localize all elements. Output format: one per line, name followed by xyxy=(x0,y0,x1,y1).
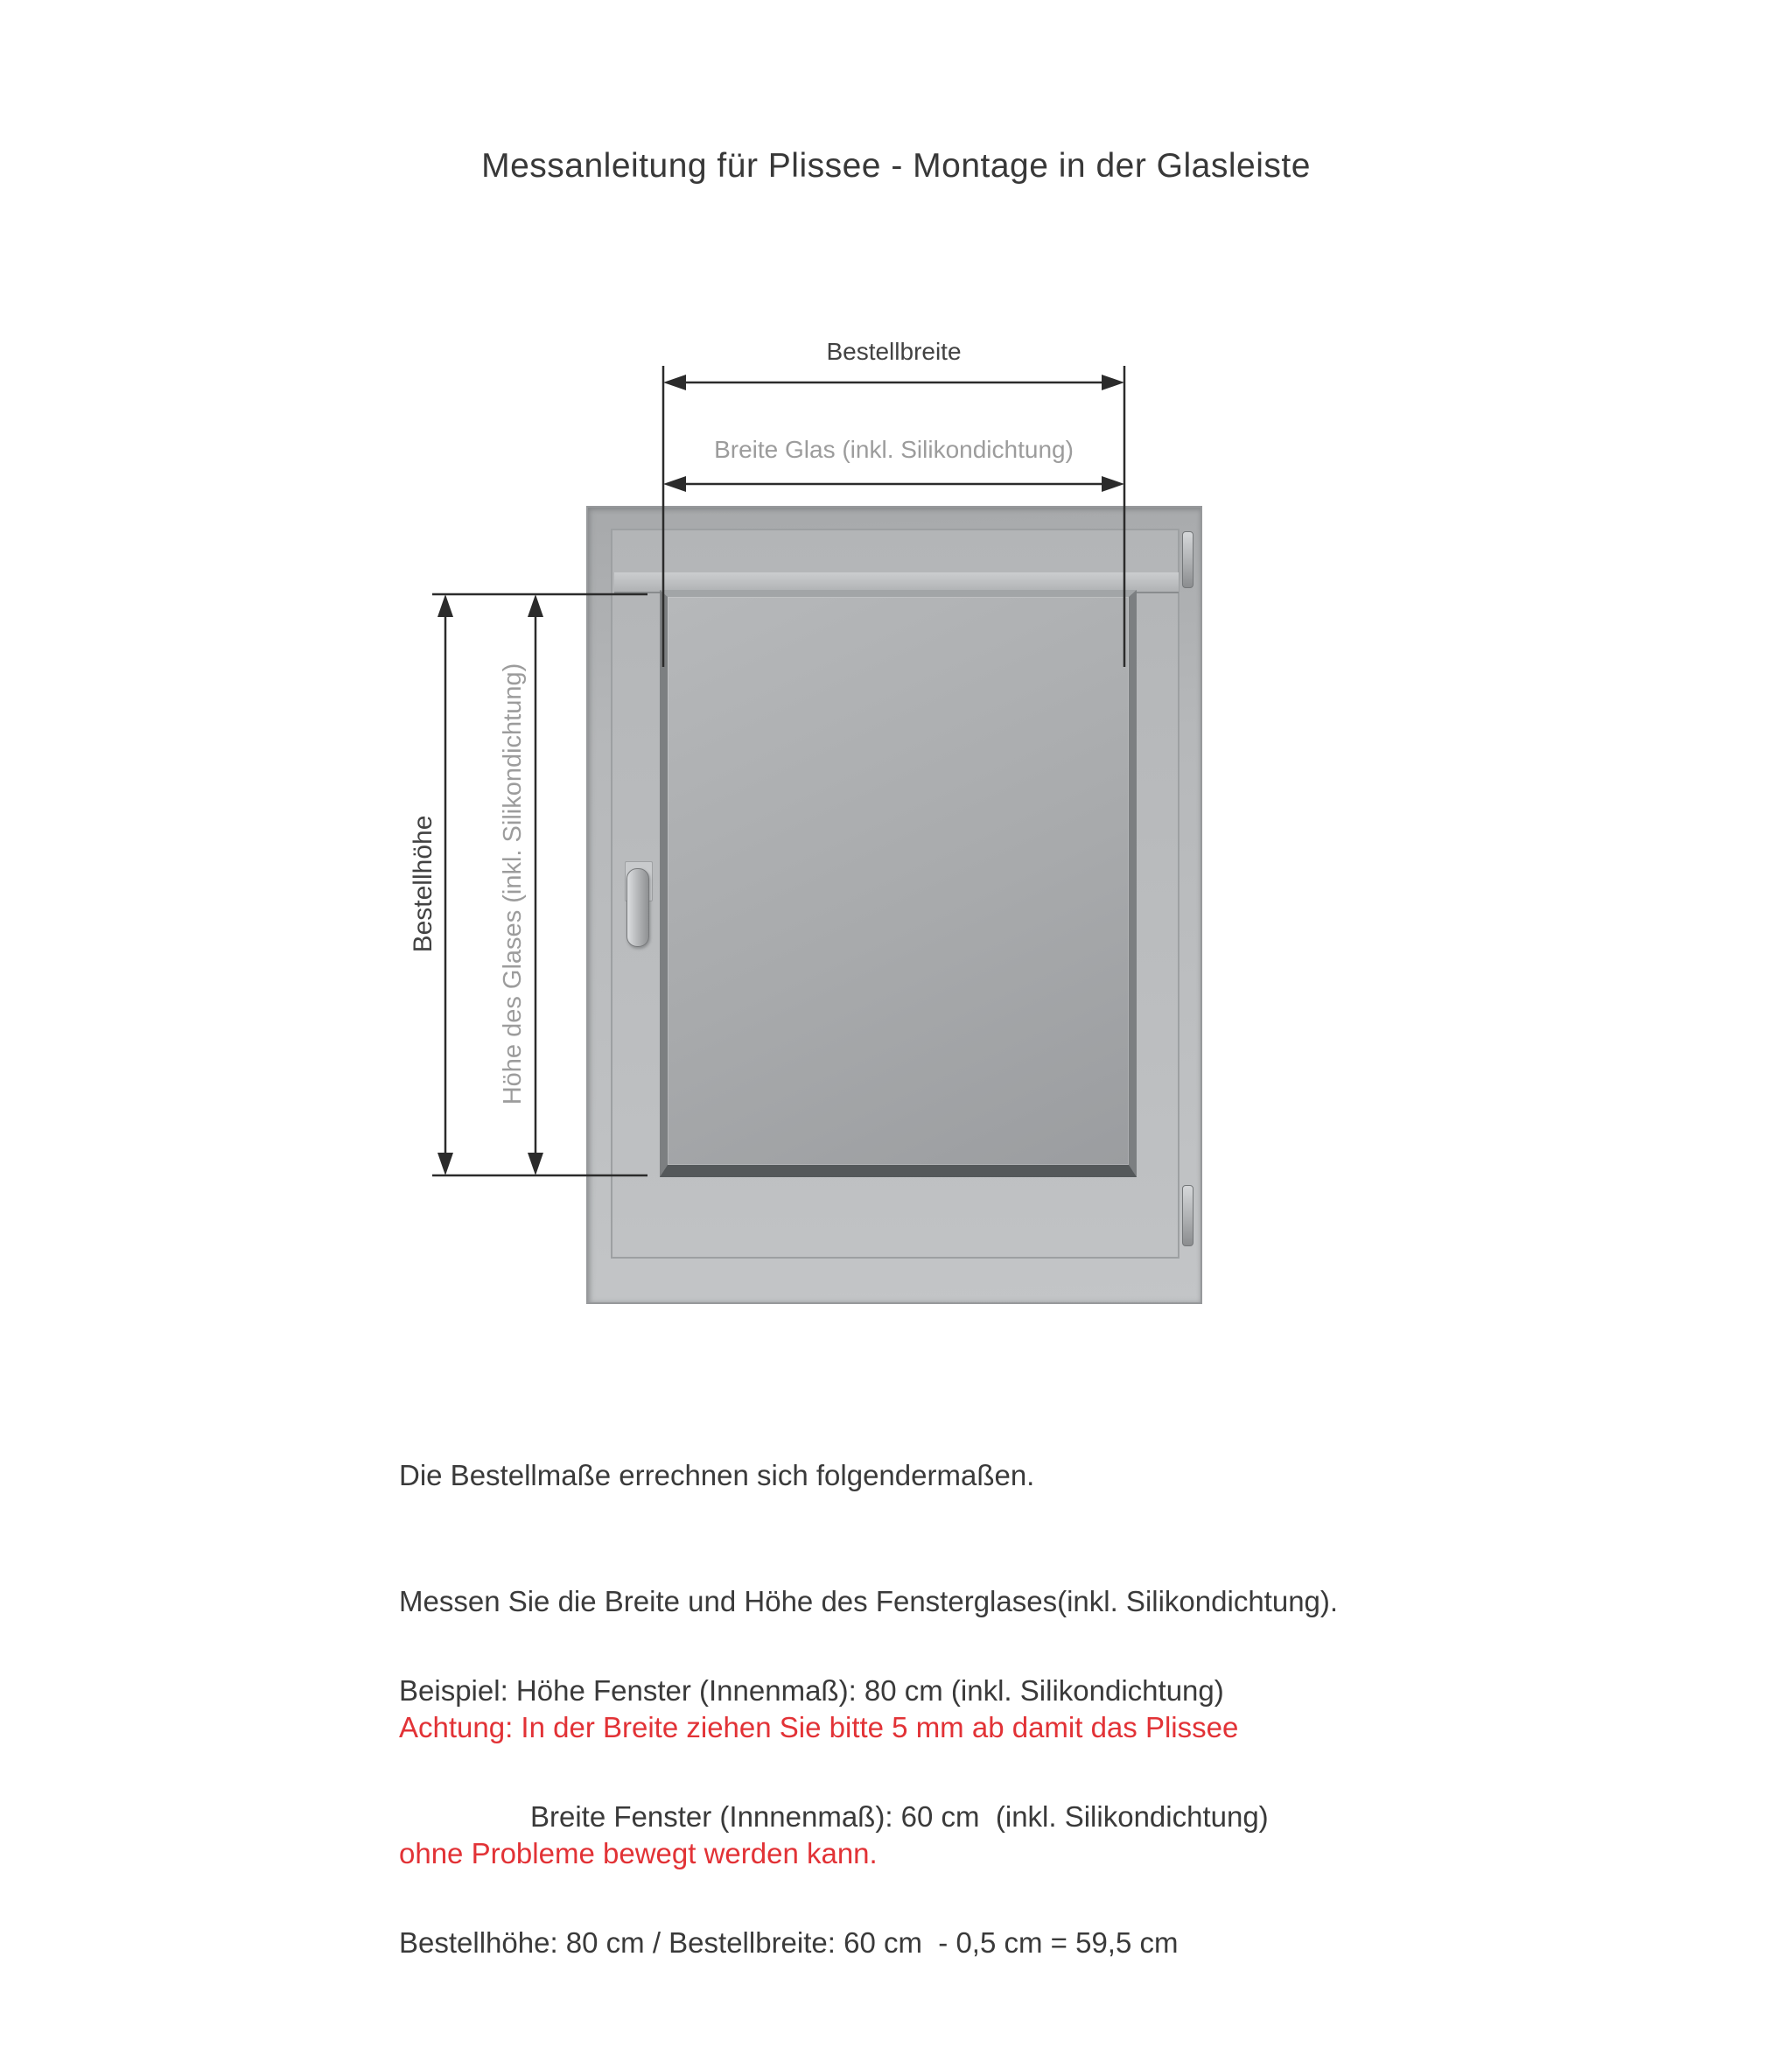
example-line-3: Bestellhöhe: 80 cm / Bestellbreite: 60 cm - 0,5 cm = 59,5 cm xyxy=(399,1926,1179,1959)
warning-line-1: Achtung: In der Breite ziehen Sie bitte 5 mm ab damit das Plissee xyxy=(399,1711,1239,1743)
arrowhead-up-icon xyxy=(528,594,543,617)
arrowhead-left-icon xyxy=(663,375,686,390)
example-line-2: Breite Fenster (Innnenmaß): 60 cm (inkl. Silikondichtung) xyxy=(530,1800,1269,1833)
arrowhead-right-icon xyxy=(1102,375,1124,390)
arrowhead-down-icon xyxy=(528,1153,543,1175)
window-glass-pane xyxy=(660,590,1137,1177)
arrowhead-left-icon xyxy=(663,476,686,492)
arrowhead-right-icon xyxy=(1102,476,1124,492)
glass-width-label: Breite Glas (inkl. Silikondichtung) xyxy=(714,436,1074,463)
window-handle xyxy=(626,868,649,947)
example-line-1: Beispiel: Höhe Fenster (Innenmaß): 80 cm (inkl. Silikondichtung) xyxy=(399,1674,1224,1707)
example-block xyxy=(399,1586,1269,2048)
arrowhead-down-icon xyxy=(438,1153,453,1175)
order-height-label: Bestellhöhe xyxy=(409,815,438,953)
instructions-line-2: Messen Sie die Breite und Höhe des Fensterglases(inkl. Silikondichtung). xyxy=(399,1585,1339,1617)
arrowhead-up-icon xyxy=(438,594,453,617)
glass-height-label: Höhe des Glases (inkl. Silikondichtung) xyxy=(499,663,527,1105)
hinge-bottom xyxy=(1182,1185,1194,1246)
warning-line-2: ohne Probleme bewegt werden kann. xyxy=(399,1837,878,1869)
instructions-line-1: Die Bestellmaße errechnen sich folgendermaßen. xyxy=(399,1459,1035,1491)
window-frame xyxy=(586,506,1202,1304)
page-title: Messanleitung für Plissee - Montage in der Glasleiste xyxy=(481,147,1311,185)
order-width-label: Bestellbreite xyxy=(826,338,962,365)
hinge-top xyxy=(1182,531,1194,588)
